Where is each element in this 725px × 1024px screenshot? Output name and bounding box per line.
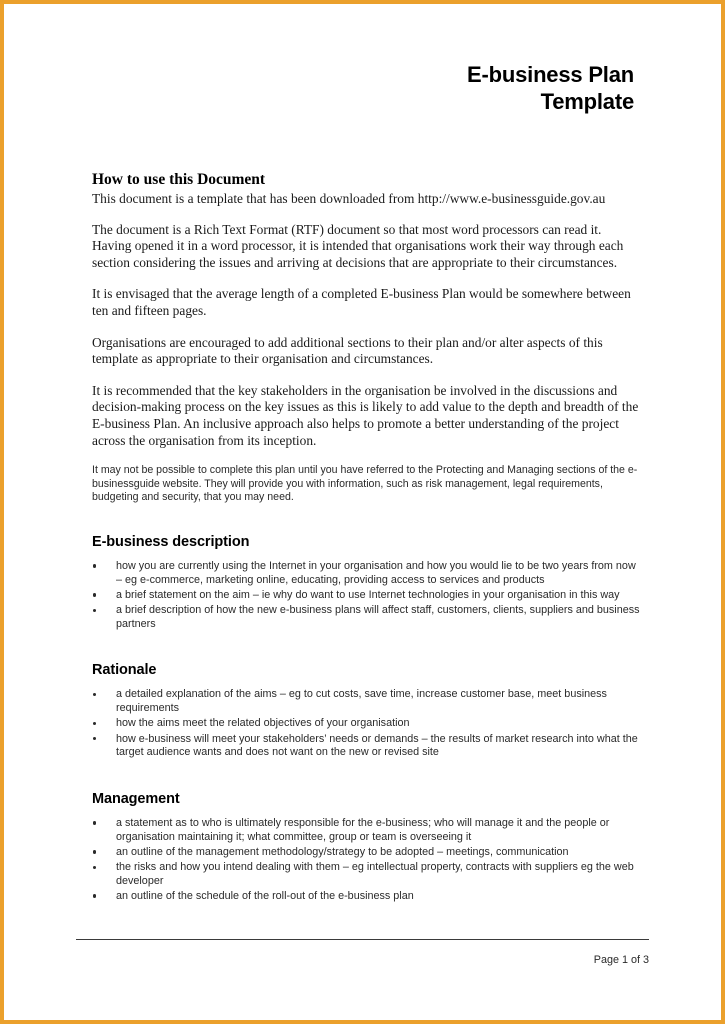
bullet-dot-icon bbox=[93, 737, 96, 740]
how-to-use-paragraph-2: It is envisaged that the average length of a completed E-business Plan would be somewhere between ten and fifteen pages. bbox=[92, 286, 631, 318]
bullet-dot-icon bbox=[93, 866, 96, 869]
list-item-text: how e-business will meet your stakeholders’ needs or demands – the results of market research into what the target audience wants and does not want on the new or revised site bbox=[116, 732, 638, 759]
section-heading: Management bbox=[92, 790, 180, 807]
list-item bbox=[92, 688, 644, 715]
page-title-line-1: E-business Plan bbox=[467, 62, 634, 87]
list-item bbox=[92, 560, 644, 587]
list-item bbox=[92, 717, 644, 731]
bullet-dot-icon bbox=[93, 821, 96, 824]
section-rationale bbox=[92, 661, 644, 760]
list-item-text: a detailed explanation of the aims – eg to cut costs, save time, increase customer base, meet business requirements bbox=[116, 688, 607, 715]
list-item bbox=[92, 604, 644, 631]
list-item bbox=[92, 733, 644, 760]
section-heading: E-business description bbox=[92, 533, 250, 550]
list-item-text: a statement as to who is ultimately responsible for the e-business; who will manage it and the people or organisation maintaining it; what committee, group or team is overseeing it bbox=[116, 816, 610, 843]
list-item bbox=[92, 861, 644, 888]
footer-page-number: Page 1 of 3 bbox=[593, 954, 649, 966]
list-item-text: the risks and how you intend dealing with them – eg intellectual property, contracts with suppliers eg the web developer bbox=[116, 861, 634, 887]
section-heading: Rationale bbox=[92, 662, 157, 679]
how-to-use-note: It may not be possible to complete this plan until you have referred to the Protecting and Managing sections of the e-businessguide website. They will provide you with information, such as risk management, legal requirements, budgeting and security, that you may need. bbox=[92, 464, 638, 504]
footer-divider bbox=[76, 939, 649, 940]
page-title-line-2: Template bbox=[540, 89, 634, 114]
page-content-area bbox=[4, 4, 721, 1020]
bullet-dot-icon bbox=[93, 850, 96, 853]
list-item-text: a brief statement on the aim – ie why do want to use Internet technologies in your organisation in this way bbox=[116, 588, 620, 601]
list-item-text: how the aims meet the related objectives of your organisation bbox=[116, 717, 410, 730]
list-item-text: how you are currently using the Internet in your organisation and how you would lie to be two years from now – eg e-commerce, marketing online, educating, providing access to services and products bbox=[116, 559, 636, 586]
section-e-business-description bbox=[92, 533, 644, 632]
list-item bbox=[92, 890, 644, 904]
list-item-text: an outline of the management methodology/strategy to be adopted – meetings, communication bbox=[116, 845, 569, 858]
list-item bbox=[92, 817, 644, 844]
list-item bbox=[92, 589, 644, 603]
how-to-use-paragraph-4: It is recommended that the key stakeholders in the organisation be involved in the discussions and decision-making process on the key issues as this is likely to add value to the depth and breadth of the E-business Plan. An inclusive approach also helps to promote a better understanding of the project across the organisation from its inception. bbox=[92, 382, 639, 448]
section-bullet-list bbox=[92, 688, 644, 760]
how-to-use-paragraph-1: The document is a Rich Text Format (RTF) document so that most word processors can read it. Having opened it in a word processor, it is intended that organisations work their way through each section considering the issues and arriving at decisions that are appropriate to their circumstances. bbox=[92, 221, 624, 270]
list-item-text: an outline of the schedule of the roll-out of the e-business plan bbox=[116, 889, 414, 902]
list-item bbox=[92, 846, 644, 860]
how-to-use-intro: This document is a template that has been downloaded from http://www.e-businessguide.gov.au bbox=[92, 191, 606, 206]
section-bullet-list bbox=[92, 560, 644, 632]
bullet-dot-icon bbox=[93, 609, 96, 612]
section-management bbox=[92, 790, 644, 904]
bullet-dot-icon bbox=[93, 722, 96, 725]
bullet-dot-icon bbox=[93, 593, 96, 596]
document-body bbox=[92, 170, 644, 905]
bullet-dot-icon bbox=[93, 693, 96, 696]
bullet-dot-icon bbox=[93, 894, 96, 897]
how-to-use-heading: How to use this Document bbox=[92, 171, 266, 188]
page-title bbox=[304, 61, 634, 115]
how-to-use-paragraph-3: Organisations are encouraged to add additional sections to their plan and/or alter aspects of this template as appropriate to their organisation and circumstances. bbox=[92, 334, 603, 367]
bullet-dot-icon bbox=[93, 564, 96, 567]
section-bullet-list bbox=[92, 817, 644, 904]
list-item-text: a brief description of how the new e-business plans will affect staff, customers, clients, suppliers and business partners bbox=[116, 604, 640, 630]
